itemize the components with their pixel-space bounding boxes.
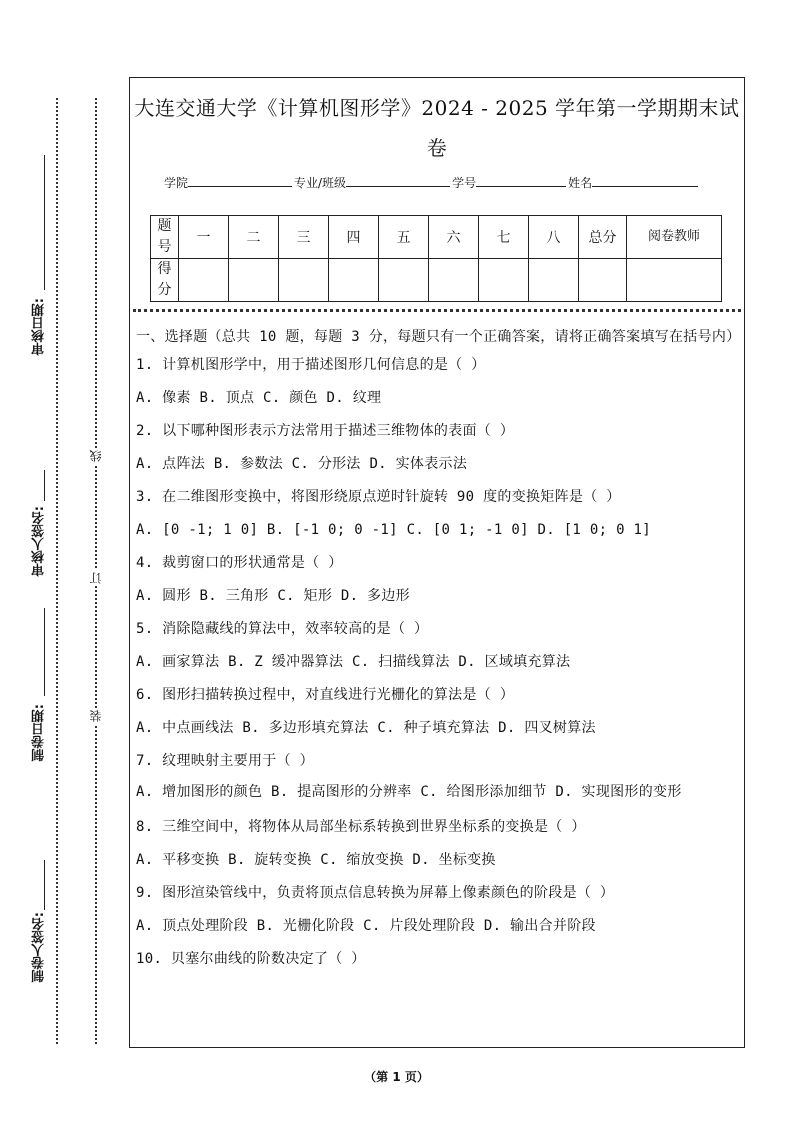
score-label: 得分 [151, 259, 179, 302]
question-options: A. 平移变换 B. 旋转变换 C. 缩放变换 D. 坐标变换 [136, 852, 496, 868]
maker-date-label: 制卷日期: [32, 704, 47, 762]
question-options: A. 圆形 B. 三角形 C. 矩形 D. 多边形 [136, 588, 410, 604]
reviewer-cell[interactable] [627, 259, 722, 302]
total-score-cell[interactable] [579, 259, 627, 302]
question: 5. 消除隐藏线的算法中，效率较高的是（ ） [136, 621, 429, 637]
score-cell[interactable] [529, 259, 579, 302]
major-field[interactable] [346, 174, 450, 187]
maker-sign-blank [44, 860, 45, 910]
section-heading: 一、选择题（总共 10 题，每题 3 分，每题只有一个正确答案，请将正确答案填写在括号内） [136, 329, 741, 345]
question: 9. 图形渲染管线中，负责将顶点信息转换为屏幕上像素颜色的阶段是（ ） [136, 885, 615, 901]
total-score-label: 总分 [579, 216, 627, 259]
question-options: A. 像素 B. 顶点 C. 颜色 D. 纹理 [136, 390, 382, 406]
college-label: 学院 [164, 176, 189, 190]
student-id-field[interactable] [476, 174, 566, 187]
question: 2. 以下哪种图形表示方法常用于描述三维物体的表面（ ） [136, 423, 515, 439]
maker-date-blank [44, 608, 45, 696]
question-options: A. [0 -1; 1 0] B. [-1 0; 0 -1] C. [0 1; -1 0] D. [1 0; 0 1] [136, 522, 651, 538]
question-options: A. 中点画线法 B. 多边形填充算法 C. 种子填充算法 D. 四叉树算法 [136, 720, 596, 736]
question-options: A. 增加图形的颜色 B. 提高图形的分辨率 C. 给图形添加细节 D. 实现图形的变形 [136, 784, 682, 800]
score-cell[interactable] [429, 259, 479, 302]
score-table [150, 215, 722, 302]
reviewer-label: 阅卷教师 [627, 216, 722, 259]
binding-mark-line: 线 [89, 450, 103, 462]
score-table-header-row [151, 216, 722, 259]
binding-mark-zhuang: 装 [89, 710, 103, 722]
score-col-1: 一 [179, 216, 229, 259]
binding-dotted-line-outer [56, 98, 58, 1044]
question-options: A. 画家算法 B. Z 缓冲器算法 C. 扫描线算法 D. 区域填充算法 [136, 654, 571, 670]
exam-title-line1: 大连交通大学《计算机图形学》2024 - 2025 学年第一学期期末试 [134, 96, 740, 120]
exam-title-line2: 卷 [426, 136, 448, 160]
maker-sign-label: 制卷人签名: [32, 912, 47, 983]
name-label: 姓名 [568, 176, 593, 190]
score-table-score-row [151, 259, 722, 302]
checker-sign-label: 审核人签名: [32, 506, 47, 577]
score-col-7: 七 [479, 216, 529, 259]
question: 4. 裁剪窗口的形状通常是（ ） [136, 555, 343, 571]
question: 8. 三维空间中，将物体从局部坐标系转换到世界坐标系的变换是（ ） [136, 819, 586, 835]
score-col-3: 三 [279, 216, 329, 259]
score-cell[interactable] [329, 259, 379, 302]
score-cell[interactable] [179, 259, 229, 302]
question: 3. 在二维图形变换中，将图形绕原点逆时针旋转 90 度的变换矩阵是（ ） [136, 489, 621, 505]
score-cell[interactable] [229, 259, 279, 302]
question-options: A. 顶点处理阶段 B. 光栅化阶段 C. 片段处理阶段 D. 输出合并阶段 [136, 918, 596, 934]
college-field[interactable] [188, 174, 292, 187]
score-col-2: 二 [229, 216, 279, 259]
score-cell[interactable] [479, 259, 529, 302]
exam-frame [129, 77, 745, 1048]
question-number-label: 题号 [151, 216, 179, 259]
question: 1. 计算机图形学中，用于描述图形几何信息的是（ ） [136, 357, 486, 373]
score-cell[interactable] [379, 259, 429, 302]
student-info-row [164, 174, 700, 191]
score-col-8: 八 [529, 216, 579, 259]
page-number: （第 1 页） [364, 1070, 429, 1084]
exam-title [130, 88, 744, 168]
checker-sign-blank [44, 470, 45, 501]
score-col-4: 四 [329, 216, 379, 259]
section-separator [133, 309, 741, 312]
question: 7. 纹理映射主要用于（ ） [136, 753, 314, 769]
major-label: 专业/班级 [294, 176, 347, 190]
question: 6. 图形扫描转换过程中，对直线进行光栅化的算法是（ ） [136, 687, 515, 703]
score-col-6: 六 [429, 216, 479, 259]
section-multiple-choice [136, 326, 740, 981]
score-col-5: 五 [379, 216, 429, 259]
score-cell[interactable] [279, 259, 329, 302]
name-field[interactable] [592, 174, 698, 187]
question-options: A. 点阵法 B. 参数法 C. 分形法 D. 实体表示法 [136, 456, 468, 472]
question: 10. 贝塞尔曲线的阶数决定了（ ） [136, 951, 366, 967]
binding-mark-ding: 订 [89, 572, 103, 584]
checker-date-label: 审核日期: [32, 298, 47, 356]
student-id-label: 学号 [452, 176, 477, 190]
checker-date-blank [44, 155, 45, 290]
